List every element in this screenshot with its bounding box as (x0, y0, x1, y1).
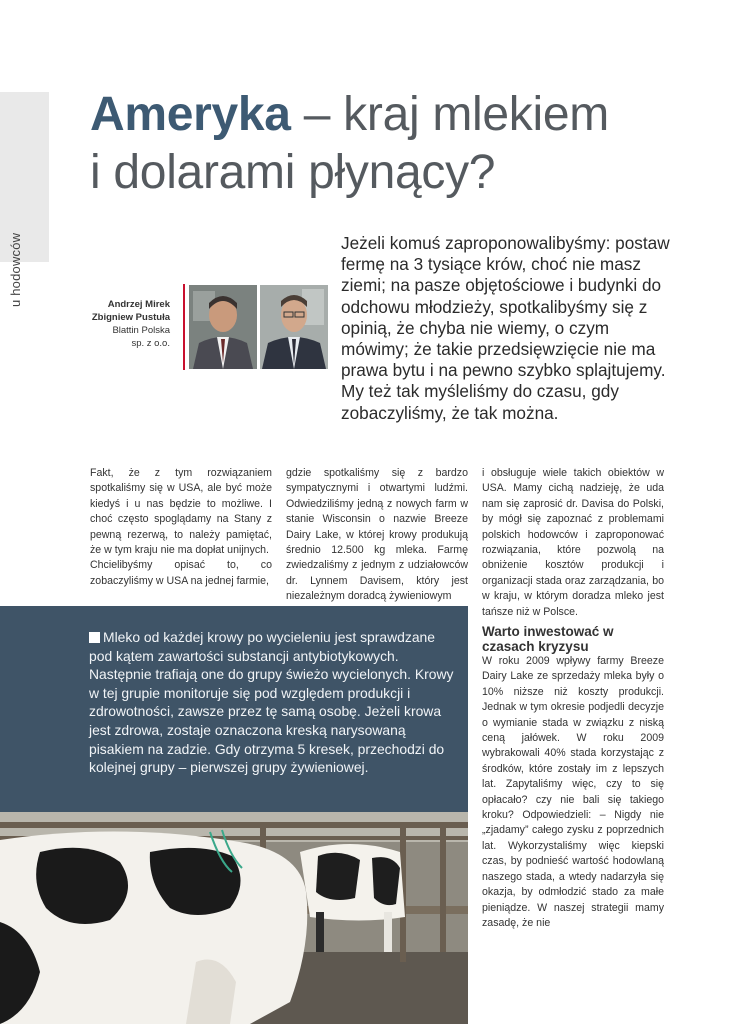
author-company-form: sp. z o.o. (131, 338, 170, 349)
author-company: Blattin Polska (112, 325, 170, 336)
cow-photo (0, 812, 468, 1024)
article-title (90, 86, 609, 202)
body-column-3-continued (482, 654, 664, 931)
section-tab (0, 92, 49, 307)
title-rest: – kraj mlekiem (290, 88, 609, 141)
section-subheading: Warto inwestować w czasach kryzysu (482, 624, 614, 654)
lead-paragraph: Jeżeli komuś zaproponowalibyśmy: postaw fermę na 3 tysiące krów, choć nie masz ziemi; na pasze objętościowe i budynki do odchowu młodzieży, spotkalibyśmy się z opinią, że chyba nie wiemy, o czym mówimy; że takie przedsięwzięcie nie ma prawa bytu i na pewno szybko splajtujemy. My też tak myśleliśmy do czasu, gdy zobaczyliśmy, że tak można. (341, 233, 670, 423)
author-photo-1 (189, 285, 257, 369)
author-name-1: Andrzej Mirek (107, 299, 170, 310)
title-line2: i dolarami płynący? (90, 146, 496, 199)
column-1-paragraph-1: Fakt, że z tym rozwiązaniem spotkaliśmy się w USA, ale być może kiedyś i u nas będzie to możliwe. I choć często spoglądamy na Stany z pewną rezerwą, to należy pamiętać, że w tym kraju nie ma dopłat unijnych. (90, 467, 272, 557)
body-column-2 (286, 466, 468, 605)
highlight-text-content: Mleko od każdej krowy po wycieleniu jest sprawdzane pod kątem zawartości substancji antybiotykowych. Następnie trafiają one do grupy świeżo wycielonych. Krowy w tej grupie monitoruje się pod względem produkcji i zdrowotności, zawsze przez tę samą osobę. Jeżeli krowa jest zdrowa, zostaje oznaczona kreską narysowaną pisakiem na zadzie. Gdy otrzyma 5 kresek, przechodzi do kolejnej grupy – pierwszej grupy żywieniowej. (89, 629, 454, 776)
author-name-2: Zbigniew Pustuła (91, 312, 170, 323)
column-3-paragraph: i obsługuje wiele takich obiektów w USA. Mamy cichą nadzieję, że uda nam się zaprosić dr. Davisa do Polski, by mógł się zapoznać z problemami polskich hodowców i zaproponować rozwiązania, które pozwolą na obniżenie kosztów produkcji i organizacji stada oraz zarządzania, bo w kraju, w którym doradza mleko jest tańsze niż w Polsce. (482, 467, 664, 618)
photo-accent-line (183, 284, 185, 370)
column-3-paragraph-2: W roku 2009 wpływy farmy Breeze Dairy Lake ze sprzedaży mleka były o 10% niższe niż koszty produkcji. Jednak w tym okresie podjedli decyzje o wymianie stada w związku z niską ceną jałówek. W roku 2009 wybrakowali 40% stada korzystając z środków, które zostały im z lepszych lat. Zapytaliśmy więc, czy to się opłacało? czy nie bali się takiego kroku? Odpowiedzieli: – Nigdy nie „zjadamy” całego zysku z poprzednich lat. Wykorzystaliśmy więc kiepski czas, by podnieść wartość hodowlaną naszego stada, a wtedy nadarzyła się okazja, by odmłodzić stado za małe pieniądze. W naszej strategii mamy zasadę, że nie (482, 655, 664, 929)
highlight-text (89, 628, 459, 777)
column-1-paragraph-2: Chcielibyśmy opisać to, co zobaczyliśmy w USA na jednej farmie, (90, 559, 272, 587)
author-photo-2 (260, 285, 328, 369)
body-column-1 (90, 466, 272, 589)
author-credits (60, 298, 170, 350)
bullet-square-icon (89, 632, 100, 643)
column-2-paragraph: gdzie spotkaliśmy się z bardzo sympatycznymi i otwartymi ludźmi. Odwiedziliśmy jedną z nowych farm w stanie Wisconsin o nazwie Breeze Dairy Lake, w której krowy produkują średnio 12.500 kg mleka. Farmę zwiedzaliśmy z jednym z udziałowców dr. Lynnem Davisem, który jest niezależnym doradcą żywieniowym (286, 467, 468, 603)
section-label: u hodowców (8, 232, 23, 307)
title-bold: Ameryka (90, 88, 291, 141)
body-column-3 (482, 466, 664, 620)
